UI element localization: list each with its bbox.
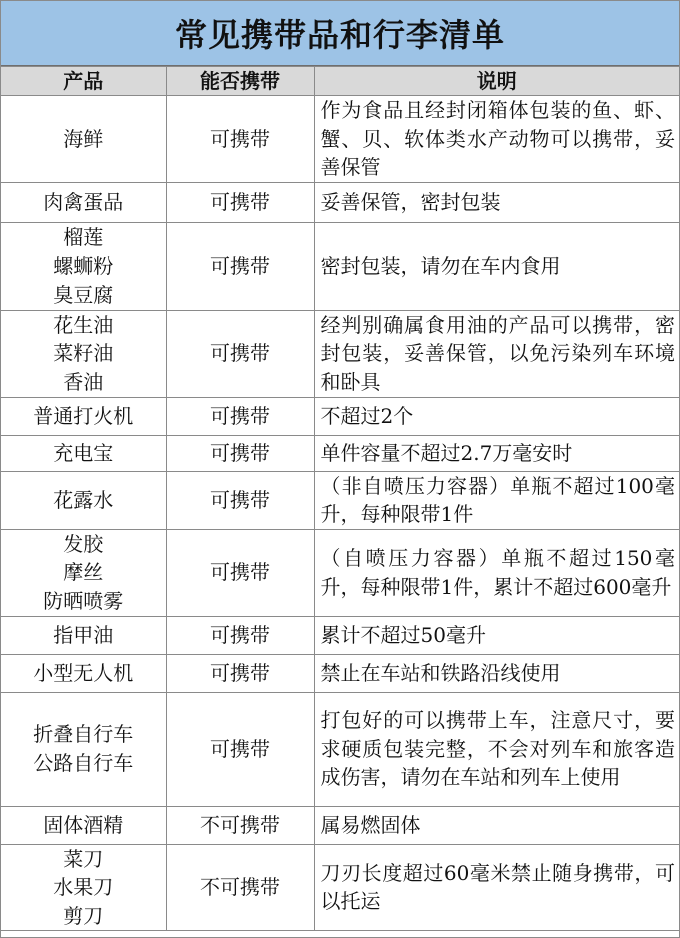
product-cell	[1, 397, 166, 435]
table-row	[1, 654, 679, 692]
allow-cell: 可携带	[166, 435, 314, 471]
product-name: 固体酒精	[43, 812, 124, 837]
table-row	[1, 310, 679, 397]
product-name: 螺蛳粉	[53, 253, 114, 278]
allow-cell: 不可携带	[166, 806, 314, 844]
product-name: 海鲜	[63, 126, 104, 151]
product-name: 普通打火机	[33, 403, 134, 428]
table-row	[1, 182, 679, 222]
product-name: 水果刀	[53, 875, 114, 900]
product-name: 花生油	[53, 312, 114, 337]
allow-cell: 可携带	[166, 529, 314, 616]
product-name: 臭豆腐	[53, 282, 114, 307]
table-row	[1, 692, 679, 806]
product-cell	[1, 806, 166, 844]
product-cell	[1, 222, 166, 310]
product-name: 香油	[63, 369, 104, 394]
product-name: 菜籽油	[53, 341, 114, 366]
product-cell	[1, 96, 166, 183]
table-row	[1, 397, 679, 435]
table-row	[1, 806, 679, 844]
sheet-title: 常见携带品和行李清单	[1, 1, 679, 66]
product-name: 榴莲	[63, 225, 104, 250]
table-row	[1, 96, 679, 183]
product-name: 摩丝	[63, 560, 104, 585]
product-name: 指甲油	[53, 622, 114, 647]
product-name: 花露水	[53, 487, 114, 512]
product-cell	[1, 616, 166, 654]
allow-cell: 可携带	[166, 222, 314, 310]
luggage-table	[1, 66, 679, 931]
product-name: 公路自行车	[33, 751, 134, 776]
product-name: 小型无人机	[33, 660, 134, 685]
allow-cell: 可携带	[166, 310, 314, 397]
note-cell: 刀刃长度超过60毫米禁止随身携带，可以托运	[314, 844, 679, 931]
product-cell	[1, 435, 166, 471]
note-cell: 累计不超过50毫升	[314, 616, 679, 654]
note-cell: 经判别确属食用油的产品可以携带，密封包装，妥善保管，以免污染列车环境和卧具	[314, 310, 679, 397]
header-row	[1, 67, 679, 96]
allow-cell: 不可携带	[166, 844, 314, 931]
note-cell: 妥善保管，密封包装	[314, 182, 679, 222]
table-row	[1, 529, 679, 616]
table-row	[1, 616, 679, 654]
table-row	[1, 222, 679, 310]
product-cell	[1, 529, 166, 616]
product-name: 防晒喷雾	[43, 588, 124, 613]
allow-cell: 可携带	[166, 692, 314, 806]
header-allow: 能否携带	[166, 67, 314, 96]
note-cell: 禁止在车站和铁路沿线使用	[314, 654, 679, 692]
note-cell: 属易燃固体	[314, 806, 679, 844]
product-name: 折叠自行车	[33, 722, 134, 747]
allow-cell: 可携带	[166, 182, 314, 222]
allow-cell: 可携带	[166, 471, 314, 529]
note-cell: 不超过2个	[314, 397, 679, 435]
product-cell	[1, 310, 166, 397]
product-name: 充电宝	[53, 440, 114, 465]
note-cell: 密封包装，请勿在车内食用	[314, 222, 679, 310]
allow-cell: 可携带	[166, 96, 314, 183]
product-cell	[1, 692, 166, 806]
note-cell: 打包好的可以携带上车，注意尺寸，要求硬质包装完整，不会对列车和旅客造成伤害，请勿在车站和列车上使用	[314, 692, 679, 806]
note-cell: （自喷压力容器）单瓶不超过150毫升，每种限带1件，累计不超过600毫升	[314, 529, 679, 616]
table-row	[1, 471, 679, 529]
note-cell: 单件容量不超过2.7万毫安时	[314, 435, 679, 471]
product-name: 菜刀	[63, 846, 104, 871]
allow-cell: 可携带	[166, 616, 314, 654]
allow-cell: 可携带	[166, 397, 314, 435]
product-name: 剪刀	[63, 903, 104, 928]
product-cell	[1, 182, 166, 222]
product-cell	[1, 654, 166, 692]
allow-cell: 可携带	[166, 654, 314, 692]
header-product: 产品	[1, 67, 166, 96]
header-note: 说明	[314, 67, 679, 96]
product-name: 肉禽蛋品	[43, 189, 124, 214]
product-name: 发胶	[63, 531, 104, 556]
note-cell: 作为食品且经封闭箱体包装的鱼、虾、蟹、贝、软体类水产动物可以携带，妥善保管	[314, 96, 679, 183]
product-cell	[1, 471, 166, 529]
table-row	[1, 435, 679, 471]
product-cell	[1, 844, 166, 931]
note-cell: （非自喷压力容器）单瓶不超过100毫升，每种限带1件	[314, 471, 679, 529]
table-row	[1, 844, 679, 931]
